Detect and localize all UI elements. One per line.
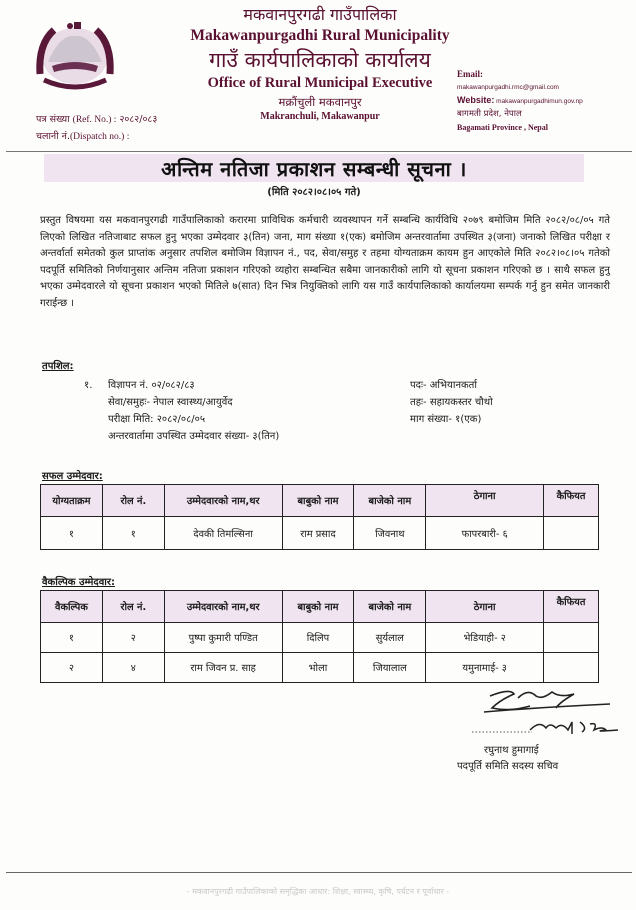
footer-divider [6,872,632,873]
website-link[interactable]: makawanpurgadhimun.gov.np [496,98,583,105]
place-en: Makranchuli, Makawanpur [260,111,380,122]
signatory-name: रघुनाथ हुमागाई [484,745,539,756]
cell: भोला [282,653,354,683]
table-header-row [41,591,599,623]
col-header: योग्यताक्रम [41,485,103,517]
contact-block [457,68,583,134]
emblem-logo [30,14,120,96]
col-header: कैफियत [544,591,599,623]
exam-date: परीक्षा मिति: २०८२/०८/०५ [108,414,206,425]
email-link[interactable]: makawanpurgadhi.rmc@gmail.com [457,84,559,91]
col-header: उम्मेदवारको नाम,थर [164,485,282,517]
col-header: बाजेको नाम [354,485,426,517]
footer-slogan: - मकवानपुरगढी गाउँपालिकाको समृद्धिका आधार: शिक्षा, स्वास्थ्य, कृषि, पर्यटन र पूर्वाधार - [186,887,450,896]
cell [544,653,599,683]
notice-title: अन्तिम नतिजा प्रकाशन सम्बन्धी सूचना । [161,157,467,181]
details-left [108,377,279,445]
table-row [41,623,599,653]
handwritten-signature [470,686,620,744]
interview-count: अन्तरवार्तामा उपस्थित उम्मेदवार संख्या- ३(तिन) [108,431,280,442]
table-row [41,517,599,550]
header-divider [6,151,632,152]
table-row [41,653,599,683]
col-header: रोल नं. [102,485,164,517]
cell: दिलिप [282,623,354,653]
successful-table [40,484,599,550]
cell: राम जिवन प्र. साह [164,653,282,683]
cell: जिवनाथ [354,517,426,550]
demand-count: माग संख्या- १(एक) [410,414,482,425]
cell: फापरबारी- ६ [426,517,544,550]
col-header: रोल नं. [102,591,164,623]
province-en: Bagamati Province , Nepal [457,123,548,132]
details-serial: १. [84,380,93,391]
notice-date: (मिति २०८२।०८।०५ गते) [267,187,361,198]
alternate-table [40,590,599,683]
table-header-row [41,485,599,517]
cell: २ [102,623,164,653]
cell: देवकी तिमल्सिना [164,517,282,550]
post: पदः- अभियानकर्ता [410,380,477,391]
col-header: कैफियत [544,485,599,517]
cell: सुर्यलाल [354,623,426,653]
municipality-name-en: Makawanpurgadhi Rural Municipality [190,27,450,44]
ref-number [36,112,157,125]
cell: राम प्रसाद [282,517,354,550]
col-header: ठेगाना [426,485,544,517]
ref-label-en: (Ref. No.) : [72,115,117,125]
municipality-name-np: मकवानपुरगढी गाउँपालिका [243,5,397,24]
cell: यमुनामाई- ३ [426,653,544,683]
cell: २ [41,653,103,683]
cell: भेडियाही- २ [426,623,544,653]
office-name-np: गाउँ कार्यपालिकाको कार्यालय [209,48,431,72]
col-header: वैकल्पिक [41,591,103,623]
province-np: बागमती प्रदेश, नेपाल [457,109,522,119]
col-header: उम्मेदवारको नाम,थर [164,591,282,623]
cell: पुष्पा कुमारी पण्डित [164,623,282,653]
email-label: Email: [457,69,483,79]
cell: १ [41,517,103,550]
col-header: बाजेको नाम [354,591,426,623]
ref-value: २०८२/०८३ [119,114,158,125]
signatory-title: पदपूर्ति समिति सदस्य सचिव [457,761,559,772]
details-right [410,377,493,428]
col-header: ठेगाना [426,591,544,623]
website-label: Website: [457,95,495,105]
alternate-heading: वैकल्पिक उम्मेदवार: [42,577,115,588]
cell: जियालाल [354,653,426,683]
successful-heading: सफल उम्मेदवार: [42,471,103,482]
notice-body: प्रस्तुत विषयमा यस मकवानपुरगढी गाउँपालिकाको करारमा प्राविधिक कर्मचारी व्यवस्थापन गर्ने सम्बन्धि कार्यविधि २०७९ बमोजिम मिति २०८२/०८/०५ गते लिएको लिखित नतिजाबाट सफल हुनु भएका उम्मेदवार ३(तिन) जना, माग संख्या १(एक) बमोजिम अन्तरवार्तामा उपस्थित ३(जना) जनाको लिखित परीक्षा र अन्तर्वार्ता समेतको कुल प्राप्तांक अनुसार तपशिल बमोजिम विज्ञापन नं., पद, सेवा/समुह र तहमा योग्यताक्रम कायम हुन आएकोले मिति २०८२।०८।०५ गतेको पदपूर्ति समितिको निर्णयानुसार अन्तिम नतिजा प्रकाशन गरिएको व्यहोरा सम्बन्धित सबैमा जानकारीको लागि यो सूचना प्रकाशन गरिएको छ । साथै सफल हुनु भएका उम्मेदवारले यो सूचना प्रकाशन भएको मितिले ७(सात) दिन भित्र नियुक्तिको लागि यस गाउँ कार्यपालिकाको कार्यालयमा सम्पर्क गर्नु हुन समेत जानकारी गराईन्छ । [40,215,610,309]
dispatch-label-np: चलानी नं. [36,131,70,142]
level: तहः- सहायकस्तर चौथो [410,397,493,408]
col-header: बाबुको नाम [282,591,354,623]
advert-number: विज्ञापन नं. ०२/०८२/८३ [108,380,195,391]
ref-label-np: पत्र संख्या [36,114,70,125]
dispatch-number [36,129,129,142]
place-np: मक्रौंचुली मकवानपुर [278,95,362,109]
details-heading: तपशिल: [42,361,74,372]
cell [544,623,599,653]
cell: १ [102,517,164,550]
service-group: सेवा/समुहः- नेपाल स्वास्थ्य/आयुर्वेद [108,397,233,408]
dispatch-label-en: (Dispatch no.) : [69,132,130,142]
letterhead-center [150,4,490,123]
office-name-en: Office of Rural Municipal Executive [207,75,433,91]
cell: १ [41,623,103,653]
cell: ४ [102,653,164,683]
col-header: बाबुको नाम [282,485,354,517]
cell [544,517,599,550]
